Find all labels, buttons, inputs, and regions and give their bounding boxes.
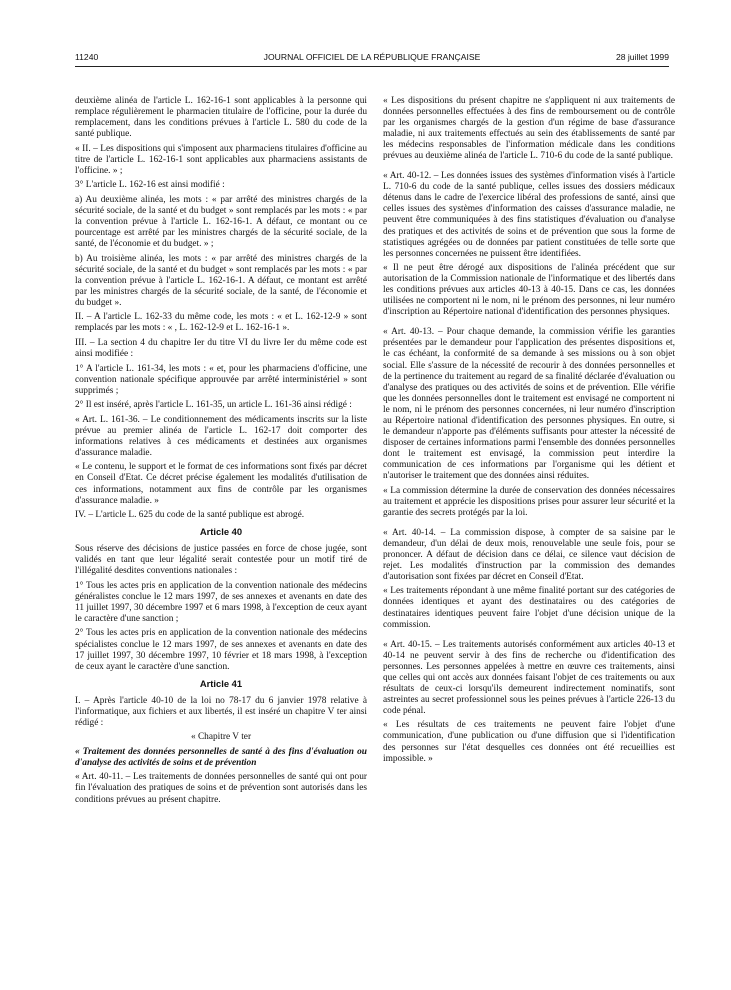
- chapter-label: « Chapitre V ter: [190, 732, 252, 743]
- paragraph: II. – A l'article L. 162-33 du même code, les mots : « et L. 162-12-9 » sont remplacés par les mots : « , L. 162-12-9 et L. 162-16-1 ».: [75, 312, 367, 334]
- paragraph: « La commission détermine la durée de conservation des données nécessaires au traitement et apprécie les dispositions prises pour assurer leur sécurité et la garantie des secrets protégés par la loi.: [383, 485, 675, 518]
- paragraph: « Les dispositions du présent chapitre ne s'appliquent ni aux traitements de données personnelles effectuées à des fins de remboursement ou de contrôle par les organismes chargés de la gestion d'un régime de base d'assurance maladie, ni aux traitements effectués au sein des établissements de santé par les médecins responsables de l'information médicale dans les conditions prévues au deuxième alinéa de l'article L. 710-6 du code de la santé publique.: [383, 96, 675, 162]
- paragraph: « II. – Les dispositions qui s'imposent aux pharmaciens titulaires d'officine au titre de l'article L. 162-16-1 sont applicables aux pharmaciens assistants de l'officine. » ;: [75, 143, 367, 176]
- paragraph: a) Au deuxième alinéa, les mots : « par arrêté des ministres chargés de la sécurité sociale, de la santé et du budget » sont remplacés par les mots : « par la convention prévue à l'article L. 162-16-1. A défaut, ce montant ou ce pourcentage est arrêté par les ministres chargés de la sécurité sociale, de la santé, de l'économie et du budget. » ;: [75, 194, 367, 250]
- paragraph: « Art. 40-11. – Les traitements de données personnelles de santé qui ont pour fin l'évaluation des pratiques de soins et de prévention sont autorisés dans les conditions prévues au présent chapitre.: [75, 772, 367, 805]
- journal-title: JOURNAL OFFICIEL DE LA RÉPUBLIQUE FRANÇAISE: [263, 52, 481, 62]
- page-header: [75, 52, 669, 64]
- paragraph: 1° Tous les actes pris en application de la convention nationale des médecins généralistes conclue le 12 mars 1997, de ses annexes et avenants en date des 11 juillet 1997, 30 décembre 1997 et 6 mars 1998, à l'exception de ceux ayant le caractère d'une sanction ;: [75, 580, 367, 624]
- paragraph: III. – La section 4 du chapitre Ier du titre VI du livre Ier du même code est ainsi modifiée :: [75, 337, 367, 359]
- paragraph: « Il ne peut être dérogé aux dispositions de l'alinéa précédent que sur autorisation de la Commission nationale de l'informatique et des libertés dans les conditions prévues aux articles 40-13 à 40-15. Dans ce cas, les données utilisées ne comportent ni le nom, ni le prénom des personnes, ni leur numéro d'inscription au Répertoire national d'identification des personnes physiques.: [383, 263, 675, 318]
- paragraph: « Art. 40-12. – Les données issues des systèmes d'information visés à l'article L. 710-6 du code de la santé publique, celles issues des dossiers médicaux détenus dans le cadre de l'exercice libéral des professions de santé, ainsi que celles issues des systèmes d'information des caisses d'assurance maladie, ne peuvent être communiquées à des fins statistiques d'évaluation ou d'analyse des pratiques et des activités de soins et de prévention que sous la forme de statistiques agrégées ou de données par patient constituées de telle sorte que les personnes concernées ne puissent être identifiées.: [383, 171, 675, 259]
- chapter-title: « Traitement des données personnelles de santé à des fins d'évaluation ou d'analyse des activités de soins et de prévention: [75, 746, 367, 768]
- paragraph: IV. – L'article L. 625 du code de la santé publique est abrogé.: [75, 510, 305, 521]
- paragraph: Sous réserve des décisions de justice passées en force de chose jugée, sont validés en tant que leur légalité serait contestée pour un motif tiré de l'illégalité desdites conventions nationales :: [75, 544, 367, 577]
- paragraph: 3° L'article L. 162-16 est ainsi modifié :: [75, 180, 225, 191]
- page-number: 11240: [75, 52, 99, 62]
- paragraph: « Art. 40-15. – Les traitements autorisés conformément aux articles 40-13 et 40-14 ne peuvent servir à des fins de recherche ou d'identification des personnes. Les personnes appelées à mettre en œuvre ces traitements, ainsi que celles qui ont accès aux données faisant l'objet de ces traitements ou aux résultats de ceux-ci lorsqu'ils demeurent indirectement nominatifs, sont astreintes au secret professionnel sous les peines prévues à l'article 226-13 du code pénal.: [383, 639, 675, 716]
- paragraph: « Les traitements répondant à une même finalité portant sur des catégories de données identiques et ayant des destinataires ou des catégories de destinataires identiques peuvent faire l'objet d'une décision unique de la commission.: [383, 586, 675, 630]
- paragraph: « Le contenu, le support et le format de ces informations sont fixés par décret en Conseil d'Etat. Ce décret précise également les modalités d'utilisation de ces informations, notamment aux fins de contrôle par les organismes d'assurance maladie. »: [75, 462, 367, 506]
- paragraph: b) Au troisième alinéa, les mots : « par arrêté des ministres chargés de la sécurité sociale, de la santé et du budget » sont remplacés par les mots : « par la convention prévue à l'article L. 162-16-1. A défaut, ce montant est arrêté par les ministres chargés de la sécurité sociale, de la santé, de l'économie et du budget ».: [75, 253, 367, 308]
- paragraph: 2° Il est inséré, après l'article L. 161-35, un article L. 161-36 ainsi rédigé :: [75, 400, 352, 411]
- paragraph: I. – Après l'article 40-10 de la loi no 78-17 du 6 janvier 1978 relative à l'informatique, aux fichiers et aux libertés, il est inséré un chapitre V ter ainsi rédigé :: [75, 695, 367, 728]
- right-column: [383, 96, 675, 768]
- paragraph: 2° Tous les actes pris en application de la convention nationale des médecins spécialistes conclue le 12 mars 1997, de ses annexes et avenants en date des 17 juillet 1997, 30 décembre 1997, 10 février et 18 mars 1998, à l'exception de ceux ayant le caractère d'une sanction.: [75, 628, 367, 672]
- article-41-heading: Article 41: [199, 677, 243, 689]
- paragraph: « Art. 40-13. – Pour chaque demande, la commission vérifie les garanties présentées par le demandeur pour l'application des présentes dispositions et, le cas échéant, la conformité de sa demande à ses missions ou à son objet social. Elle s'assure de la nécessité de recourir à des données personnelles et de la pertinence du traitement au regard de sa finalité déclarée d'évaluation ou d'analyse des pratiques ou des activités de soins et de prévention. Elle vérifie que les données personnelles dont le traitement est envisagé ne comportent ni le nom, ni le prénom des personnes concernées, ni leur numéro d'inscription au Répertoire national d'identification des personnes physiques. En outre, si le demandeur n'apporte pas d'éléments suffisants pour attester la nécessité de disposer de certaines informations parmi l'ensemble des données personnelles dont le traitement est envisagé, la commission peut interdire la communication de ces informations par l'organisme qui les détient et n'autoriser le traitement que des données ainsi réduites.: [383, 327, 675, 481]
- left-column: [75, 96, 367, 809]
- header-rule: [75, 66, 669, 67]
- paragraph: « Art. L. 161-36. – Le conditionnement des médicaments inscrits sur la liste prévue au premier alinéa de l'article L. 162-17 doit comporter des informations relatives à ces médicaments et destinées aux organismes d'assurance maladie.: [75, 414, 367, 458]
- paragraph: « Art. 40-14. – La commission dispose, à compter de sa saisine par le demandeur, d'un délai de deux mois, renouvelable une seule fois, pour se prononcer. A défaut de décision dans ce délai, ce silence vaut décision de rejet. Les modalités d'instruction par la commission des demandes d'autorisation sont fixées par décret en Conseil d'Etat.: [383, 527, 675, 582]
- paragraph: deuxième alinéa de l'article L. 162-16-1 sont applicables à la personne qui remplace régulièrement le pharmacien titulaire de l'officine, pour la durée du remplacement, dans les conditions prévues à l'article L. 580 du code de la santé publique.: [75, 96, 367, 140]
- paragraph: « Les résultats de ces traitements ne peuvent faire l'objet d'une communication, d'une publication ou d'une diffusion que si l'identification des personnes sur l'état desquelles ces données ont été recueillies est impossible. »: [383, 720, 675, 764]
- article-40-heading: Article 40: [199, 526, 243, 538]
- publication-date: 28 juillet 1999: [615, 52, 669, 62]
- paragraph: 1° A l'article L. 161-34, les mots : « et, pour les pharmaciens d'officine, une convention nationale spécifique approuvée par arrêté interministériel » sont supprimés ;: [75, 363, 367, 396]
